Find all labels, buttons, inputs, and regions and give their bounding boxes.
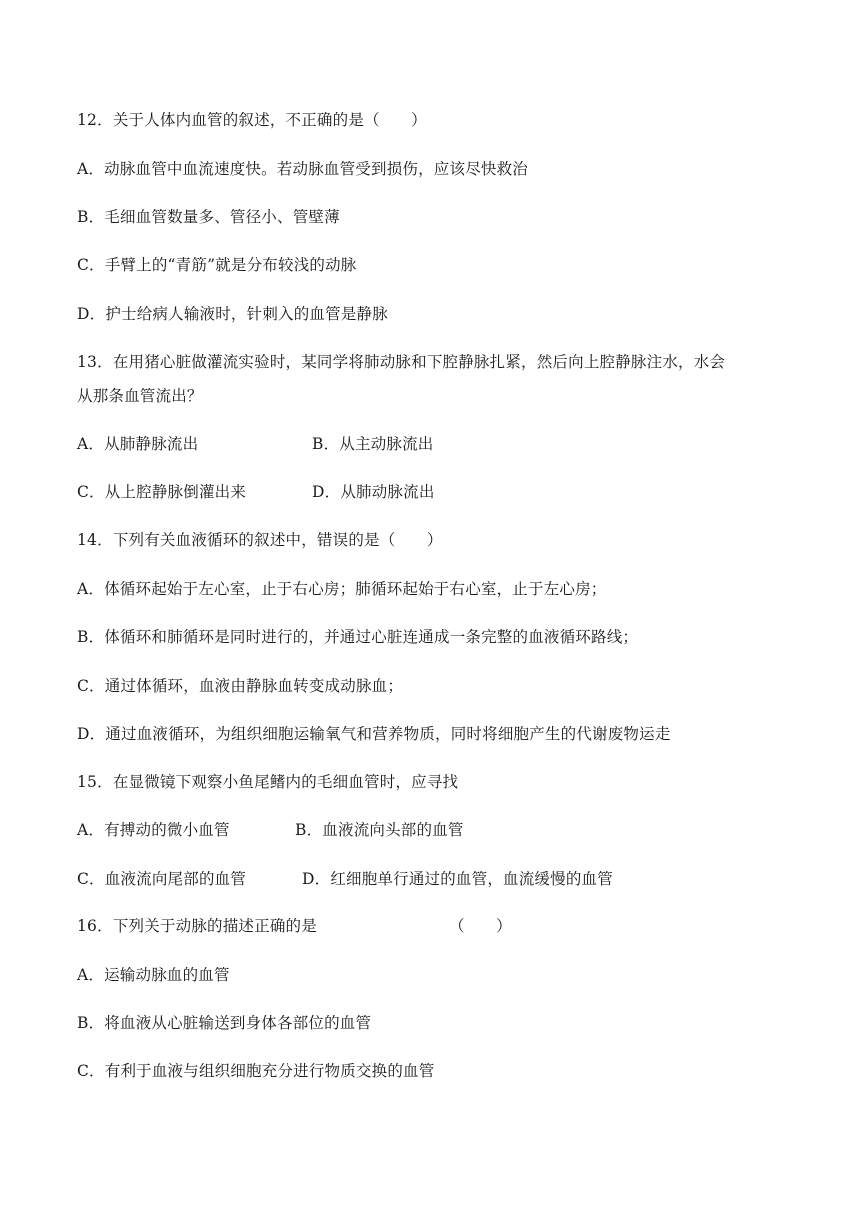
- question-13-option-a: A．从肺静脉流出: [77, 435, 199, 453]
- question-15-option-b: B．血液流向头部的血管: [295, 821, 464, 839]
- question-14-stem: 14．下列有关血液循环的叙述中，错误的是（ ）: [77, 531, 443, 549]
- question-14-option-d: D．通过血液循环，为组织细胞运输氧气和营养物质，同时将细胞产生的代谢废物运走: [77, 725, 671, 743]
- question-13-stem-line-1: 13．在用猪心脏做灌流实验时，某同学将肺动脉和下腔静脉扎紧，然后向上腔静脉注水，水会: [77, 353, 726, 371]
- question-13-option-b: B．从主动脉流出: [312, 435, 434, 453]
- question-14-option-b: B．体循环和肺循环是同时进行的，并通过心脏连通成一条完整的血液循环路线；: [77, 628, 639, 646]
- question-16-stem: 16．下列关于动脉的描述正确的是: [77, 917, 317, 935]
- question-14-option-c: C．通过体循环，血液由静脉血转变成动脉血；: [77, 677, 404, 695]
- question-15-option-d: D．红细胞单行通过的血管，血流缓慢的血管: [302, 870, 613, 888]
- question-14-option-a: A．体循环起始于左心室，止于右心房；肺循环起始于右心室，止于左心房；: [77, 580, 607, 598]
- question-12-option-b: B．毛细血管数量多、管径小、管壁薄: [77, 208, 340, 226]
- question-12-option-d: D．护士给病人输液时，针刺入的血管是静脉: [77, 305, 388, 323]
- question-15-option-a: A．有搏动的微小血管: [77, 821, 230, 839]
- question-13-stem-line-2: 从那条血管流出？: [77, 387, 203, 405]
- question-13-option-c: C．从上腔静脉倒灌出来: [77, 483, 247, 501]
- question-12-stem: 12．关于人体内血管的叙述，不正确的是（ ）: [77, 111, 427, 129]
- question-16-option-b: B．将血液从心脏输送到身体各部位的血管: [77, 1014, 372, 1032]
- question-15-option-c: C．血液流向尾部的血管: [77, 870, 247, 888]
- question-12-option-c: C．手臂上的“青筋”就是分布较浅的动脉: [77, 256, 357, 274]
- question-13-option-d: D．从肺动脉流出: [312, 483, 435, 501]
- question-16-option-a: A．运输动脉血的血管: [77, 966, 230, 984]
- question-16-option-c: C．有利于血液与组织细胞充分进行物质交换的血管: [77, 1062, 435, 1080]
- question-15-stem: 15．在显微镜下观察小鱼尾鳍内的毛细血管时，应寻找: [77, 773, 459, 791]
- question-12-option-a: A．动脉血管中血流速度快。若动脉血管受到损伤，应该尽快救治: [77, 160, 528, 178]
- question-16-answer-bracket: （ ）: [449, 917, 512, 935]
